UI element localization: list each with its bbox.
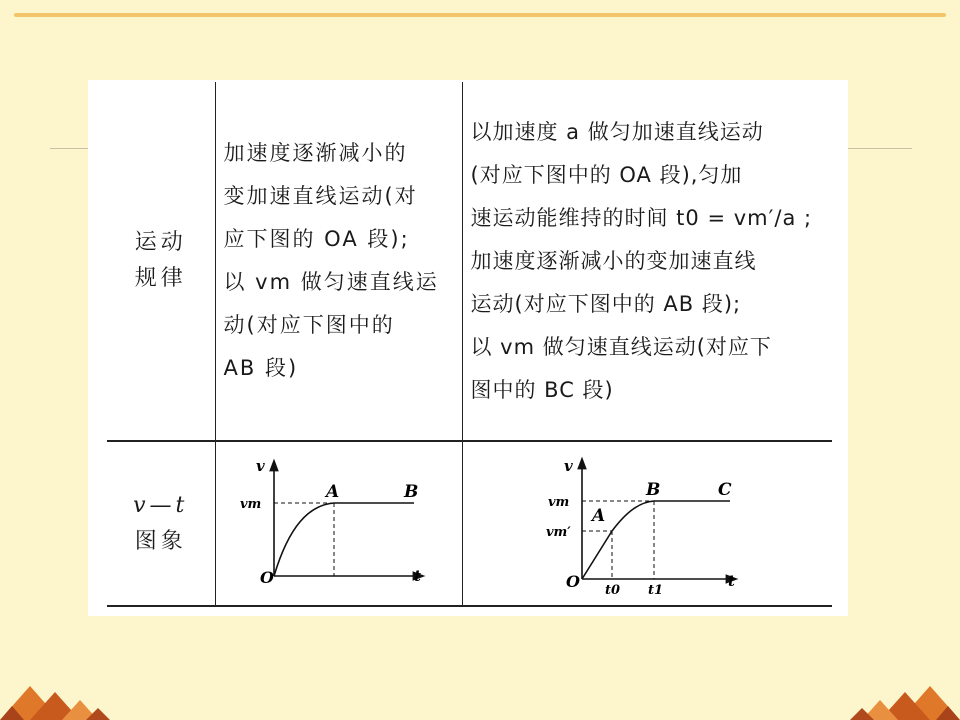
comparison-table-card [88,80,848,616]
text-line: 变加速直线运动(对 [223,184,418,208]
constant-acceleration-vt-graph [542,451,752,596]
axis-t-label: t [413,567,421,585]
point-A-label: A [325,482,339,502]
vt-graph-header [107,441,215,606]
vt-graph-row [107,441,832,606]
axis-v-label: v [255,457,265,475]
OA-curve [274,503,334,576]
origin-label: O [259,568,274,587]
motion-header-line2: 规律 [134,266,187,291]
top-accent-rule [14,13,946,17]
AB-curve [612,501,654,531]
text-line: 加速度逐渐减小的变加速直线 [470,248,757,273]
text-line: AB 段) [223,356,299,380]
text-line: 以加速度 a 做匀加速直线运动 [470,119,764,144]
t0-tick-label: t0 [605,583,621,596]
graph-header-line1: v—t [133,492,189,518]
t1-tick-label: t1 [648,583,664,596]
constant-power-graph-cell [215,441,462,606]
text-line: 应下图的 OA 段); [223,227,410,251]
axis-v-label: v [564,457,573,475]
point-B-label: B [646,480,661,500]
origin-label: O [566,572,581,591]
constant-power-description [215,82,462,441]
constant-acceleration-graph-cell [462,441,832,606]
OA-segment [582,531,612,579]
point-B-label: B [403,482,418,502]
text-line: (对应下图中的 OA 段),匀加 [470,162,743,187]
left-divider-line [50,148,90,149]
bottom-left-triangle-ornament [0,668,110,720]
constant-acceleration-description [462,82,832,441]
text-line: 图中的 BC 段) [470,377,614,402]
comparison-table [107,82,832,607]
right-divider-line [848,148,912,149]
point-A-label: A [592,506,606,526]
axis-t-label: t [728,572,736,590]
text-line: 以 vm 做匀速直线运动(对应下 [470,334,772,359]
motion-law-header [107,82,215,441]
text-line: 加速度逐渐减小的 [223,141,408,165]
vm-label: vm [239,497,261,512]
graph-header-line2: 图象 [134,528,187,554]
point-C-label: C [718,480,732,500]
vm-prime-label: vm′ [546,525,571,540]
text-line: 运动(对应下图中的 AB 段); [470,291,742,316]
constant-power-vt-graph [234,451,444,596]
motion-law-row [107,82,832,441]
vm-label: vm [548,495,570,510]
text-line: 动(对应下图中的 [223,313,395,337]
motion-header-line1: 运动 [134,230,187,255]
text-line: 以 vm 做匀速直线运 [223,270,439,294]
text-line: 速运动能维持的时间 t0 = vm′/a ; [470,205,813,230]
bottom-right-triangle-ornament [850,668,960,720]
